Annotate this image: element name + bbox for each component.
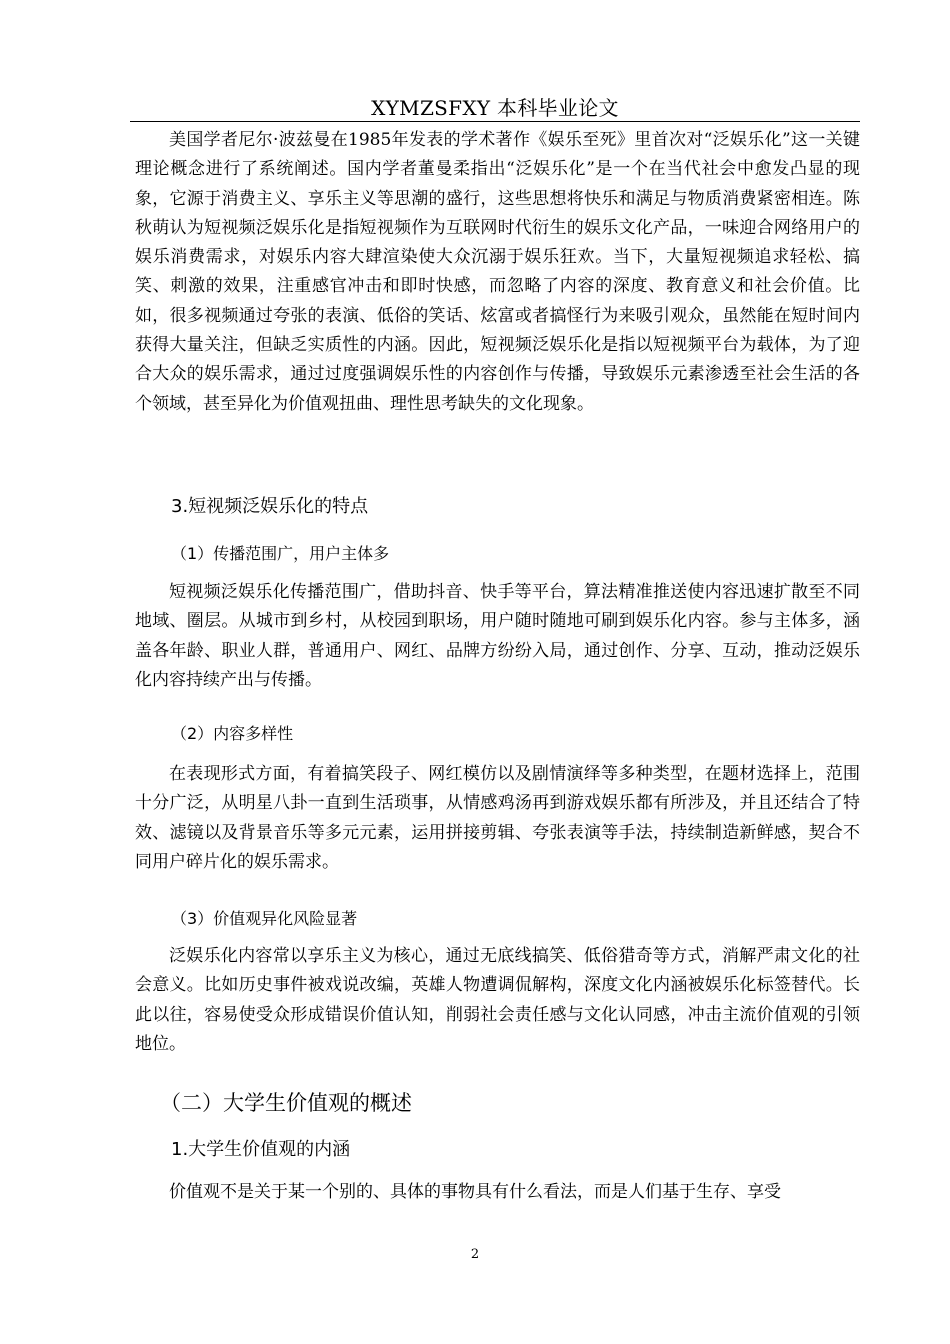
section-heading-student-values: （二）大学生价值观的概述 xyxy=(160,1091,412,1115)
heading-features: 3.短视频泛娱乐化的特点 xyxy=(171,496,369,517)
paragraph-wide-spread: 短视频泛娱乐化传播范围广，借助抖音、快手等平台，算法精准推送使内容迅速扩散至不同地域、圈层。从城市到乡村，从校园到职场，用户随时随地可刷到娱乐化内容。参与主体多，涵盖各年龄、职业人群，普通用户、网红、品牌方纷纷入局，通过创作、分享、互动，推动泛娱乐化内容持续产出与传播。 xyxy=(135,582,860,690)
heading-values-meaning: 1.大学生价值观的内涵 xyxy=(171,1139,351,1160)
paragraph-content-diversity: 在表现形式方面，有着搞笑段子、网红模仿以及剧情演绎等多种类型，在题材选择上，范围十分广泛，从明星八卦一直到生活琐事，从情感鸡汤再到游戏娱乐都有所涉及，并且还结合了特效、滤镜以及背景音乐等多元元素，运用拼接剪辑、夸张表演等手法，持续制造新鲜感，契合不同用户碎片化的娱乐需求。 xyxy=(135,764,860,872)
header-divider xyxy=(130,121,860,122)
subheading-wide-spread: （1）传播范围广，用户主体多 xyxy=(171,544,390,563)
page-number: 2 xyxy=(470,1247,480,1262)
subheading-value-risk: （3）价值观异化风险显著 xyxy=(171,909,358,928)
subheading-content-diversity: （2）内容多样性 xyxy=(171,724,294,743)
paragraph-values-meaning: 价值观不是关于某一个别的、具体的事物具有什么看法，而是人们基于生存、享受 xyxy=(169,1182,781,1202)
paragraph-pan-entertainment-definition: 美国学者尼尔·波兹曼在1985年发表的学术著作《娱乐至死》里首次对“泛娱乐化”这一关键理论概念进行了系统阐述。国内学者董曼柔指出“泛娱乐化”是一个在当代社会中愈发凸显的现象，它源于消费主义、享乐主义等思潮的盛行，这些思想将快乐和满足与物质消费紧密相连。陈秋萌认为短视频泛娱乐化是指短视频作为互联网时代衍生的娱乐文化产品，一味迎合网络用户的娱乐消费需求，对娱乐内容大肆渲染使大众沉溺于娱乐狂欢。当下，大量短视频追求轻松、搞笑、刺激的效果，注重感官冲击和即时快感，而忽略了内容的深度、教育意义和社会价值。比如，很多视频通过夸张的表演、低俗的笑话、炫富或者搞怪行为来吸引观众，虽然能在短时间内获得大量关注，但缺乏实质性的内涵。因此，短视频泛娱乐化是指以短视频平台为载体，为了迎合大众的娱乐需求，通过过度强调娱乐性的内容创作与传播，导致娱乐元素渗透至社会生活的各个领域，甚至异化为价值观扭曲、理性思考缺失的文化现象。 xyxy=(135,130,860,414)
paragraph-value-risk: 泛娱乐化内容常以享乐主义为核心，通过无底线搞笑、低俗猎奇等方式，消解严肃文化的社会意义。比如历史事件被戏说改编，英雄人物遭调侃解构，深度文化内涵被娱乐化标签替代。长此以往，容易使受众形成错误价值认知，削弱社会责任感与文化认同感，冲击主流价值观的引领地位。 xyxy=(135,946,860,1054)
page-header: XYMZSFXY 本科毕业论文 xyxy=(371,96,619,120)
